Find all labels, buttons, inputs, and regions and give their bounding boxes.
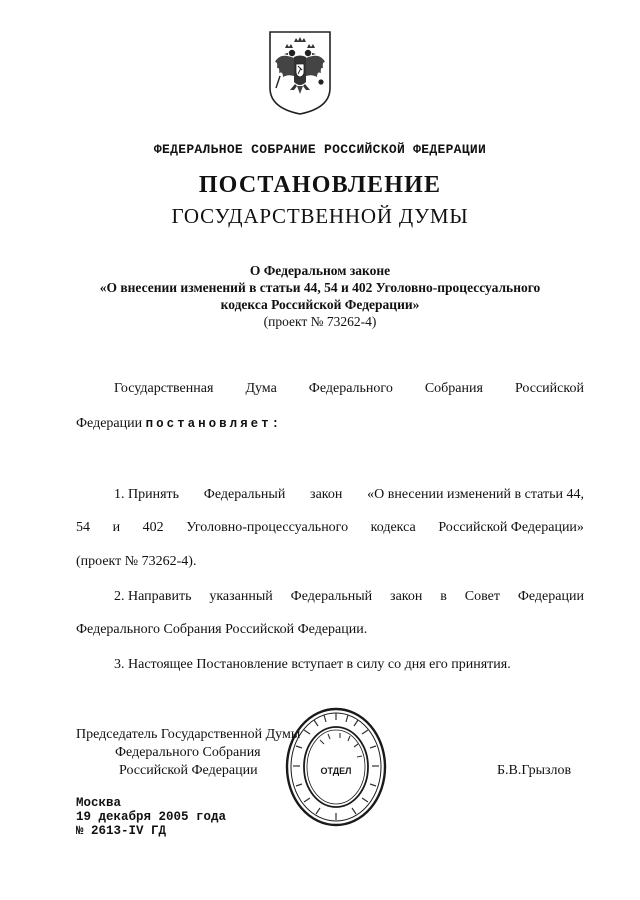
subject-line-3: кодекса Российской Федерации»	[220, 297, 420, 312]
assembly-name: ФЕДЕРАЛЬНОЕ СОБРАНИЕ РОССИЙСКОЙ ФЕДЕРАЦИИ	[153, 142, 487, 157]
official-stamp	[284, 706, 388, 828]
document-subject	[0, 262, 640, 330]
preamble-word: Российской	[514, 381, 584, 396]
item-word: Федерации	[517, 589, 584, 604]
coat-of-arms-emblem	[268, 30, 332, 116]
preamble-word: Дума	[245, 381, 277, 396]
preamble-word: Федерального	[308, 381, 393, 396]
preamble-line-2	[76, 416, 282, 432]
document-city: Москва	[76, 796, 122, 810]
item-word: «О внесении изменений в статьи 44,	[367, 487, 584, 502]
item-word: Уголовно-процессуального	[186, 520, 349, 535]
item-2-line-1	[114, 589, 584, 605]
item-word: Российской Федерации»	[438, 520, 584, 535]
item-word: Федеральный	[290, 589, 373, 604]
signatory-name: Б.В.Грызлов	[497, 763, 572, 778]
protocol-department-stamp-icon	[284, 706, 388, 828]
item-1-line-1	[114, 487, 584, 503]
signatory-title-3: Российской Федерации	[119, 763, 258, 778]
subject-line-1: О Федеральном законе	[249, 263, 391, 278]
item-word: Совет	[464, 589, 500, 604]
item-word: в	[440, 589, 447, 604]
preamble-line-1	[114, 381, 584, 397]
preamble-word: Собрания	[424, 381, 483, 396]
item-word: кодекса	[370, 520, 416, 535]
document-number: № 2613-IV ГД	[76, 824, 167, 838]
subject-line-2: «О внесении изменений в статьи 44, 54 и 402 Уголовно-процессуального	[99, 280, 541, 295]
signatory-title-1: Председатель Государственной Думы	[76, 727, 301, 742]
item-word: 1. Принять	[114, 487, 180, 502]
stamp-center-text: ОТДЕЛ	[320, 766, 352, 776]
subject-line-4: (проект № 73262-4)	[263, 314, 377, 329]
coat-of-arms-icon	[268, 30, 332, 116]
document-type: ПОСТАНОВЛЕНИЕ	[198, 172, 442, 198]
document-issuer: ГОСУДАРСТВЕННОЙ ДУМЫ	[171, 204, 469, 228]
item-3: 3. Настоящее Постановление вступает в силу со дня его принятия.	[114, 657, 511, 672]
item-1-line-2	[76, 520, 584, 536]
item-word: закон	[310, 487, 343, 502]
document-date: 19 декабря 2005 года	[76, 810, 227, 824]
item-word: Федеральный	[203, 487, 286, 502]
preamble-word: Государственная	[114, 381, 214, 396]
item-word: указанный	[209, 589, 273, 604]
signatory-title-2: Федерального Собрания	[115, 745, 261, 760]
item-word: 54	[76, 520, 90, 535]
item-1-line-3: (проект № 73262-4).	[76, 554, 197, 569]
preamble-word: Федерации	[76, 416, 143, 431]
item-word: и	[112, 520, 121, 535]
item-2-line-2: Федерального Собрания Российской Федерации.	[76, 622, 368, 637]
preamble-decree-verb: постановляет:	[145, 417, 283, 431]
item-word: 402	[142, 520, 164, 535]
item-word: 2. Направить	[114, 589, 192, 604]
item-word: закон	[390, 589, 423, 604]
